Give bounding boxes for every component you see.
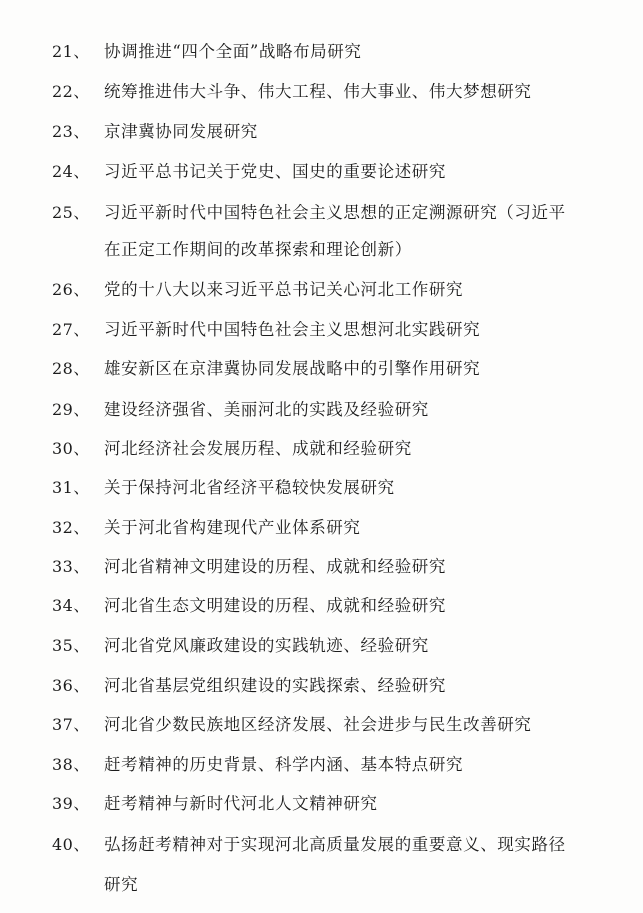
item-number: 35、: [52, 636, 90, 655]
list-item: [0, 315, 643, 345]
item-text: 河北省生态文明建设的历程、成就和经验研究: [104, 596, 446, 615]
item-number: 27、: [52, 320, 90, 339]
item-number: 33、: [52, 557, 90, 576]
list-item: [0, 552, 643, 582]
item-text: 河北省精神文明建设的历程、成就和经验研究: [104, 557, 446, 576]
list-item: [0, 473, 643, 503]
item-text: 关于河北省构建现代产业体系研究: [104, 518, 361, 537]
item-text: 协调推进“四个全面”战略布局研究: [104, 42, 362, 61]
item-text: 关于保持河北省经济平稳较快发展研究: [104, 478, 395, 497]
item-text: 建设经济强省、美丽河北的实践及经验研究: [104, 400, 429, 419]
item-number: 32、: [52, 518, 90, 537]
item-number: 26、: [52, 280, 90, 299]
item-number: 28、: [52, 359, 90, 378]
item-text: 京津冀协同发展研究: [104, 122, 258, 141]
item-text: 雄安新区在京津冀协同发展战略中的引擎作用研究: [104, 359, 481, 378]
item-text: 河北经济社会发展历程、成就和经验研究: [104, 439, 412, 458]
list-item: [0, 591, 643, 621]
list-item: [0, 513, 643, 543]
item-number: 31、: [52, 478, 90, 497]
list-item: [0, 631, 643, 661]
item-number: 25、: [52, 203, 90, 222]
item-number: 36、: [52, 676, 90, 695]
list-item: [0, 395, 643, 425]
item-number: 23、: [52, 122, 90, 141]
item-number: 22、: [52, 82, 90, 101]
list-item: [0, 117, 643, 147]
item-number: 24、: [52, 162, 90, 181]
item-number: 40、: [52, 835, 90, 854]
item-number: 29、: [52, 400, 90, 419]
item-number: 21、: [52, 42, 90, 61]
item-text: 弘扬赶考精神对于实现河北高质量发展的重要意义、现实路径: [104, 835, 566, 854]
item-text: 赶考精神的历史背景、科学内涵、基本特点研究: [104, 755, 464, 774]
item-number: 39、: [52, 794, 90, 813]
item-text: 习近平新时代中国特色社会主义思想的正定溯源研究（习近平: [104, 203, 566, 222]
item-text-continuation: 在正定工作期间的改革探索和理论创新）: [104, 240, 412, 259]
item-number: 34、: [52, 596, 90, 615]
list-item: [0, 710, 643, 740]
list-item: [0, 789, 643, 819]
item-number: 30、: [52, 439, 90, 458]
list-item: [0, 198, 643, 228]
item-text: 习近平总书记关于党史、国史的重要论述研究: [104, 162, 446, 181]
item-text: 河北省党风廉政建设的实践轨迹、经验研究: [104, 636, 429, 655]
list-item: [0, 37, 643, 67]
item-text: 河北省少数民族地区经济发展、社会进步与民生改善研究: [104, 715, 532, 734]
item-text: 河北省基层党组织建设的实践探索、经验研究: [104, 676, 446, 695]
list-item: [0, 750, 643, 780]
list-item: [0, 830, 643, 860]
item-text: 习近平新时代中国特色社会主义思想河北实践研究: [104, 320, 481, 339]
list-item: [0, 157, 643, 187]
list-item: [0, 77, 643, 107]
item-text-continuation: 研究: [104, 875, 139, 894]
item-number: 38、: [52, 755, 90, 774]
list-item: [0, 671, 643, 701]
list-item: [0, 275, 643, 305]
list-item: [0, 354, 643, 384]
list-item: [0, 434, 643, 464]
item-text: 赶考精神与新时代河北人文精神研究: [104, 794, 378, 813]
item-text: 统筹推进伟大斗争、伟大工程、伟大事业、伟大梦想研究: [104, 82, 532, 101]
item-text: 党的十八大以来习近平总书记关心河北工作研究: [104, 280, 464, 299]
item-number: 37、: [52, 715, 90, 734]
